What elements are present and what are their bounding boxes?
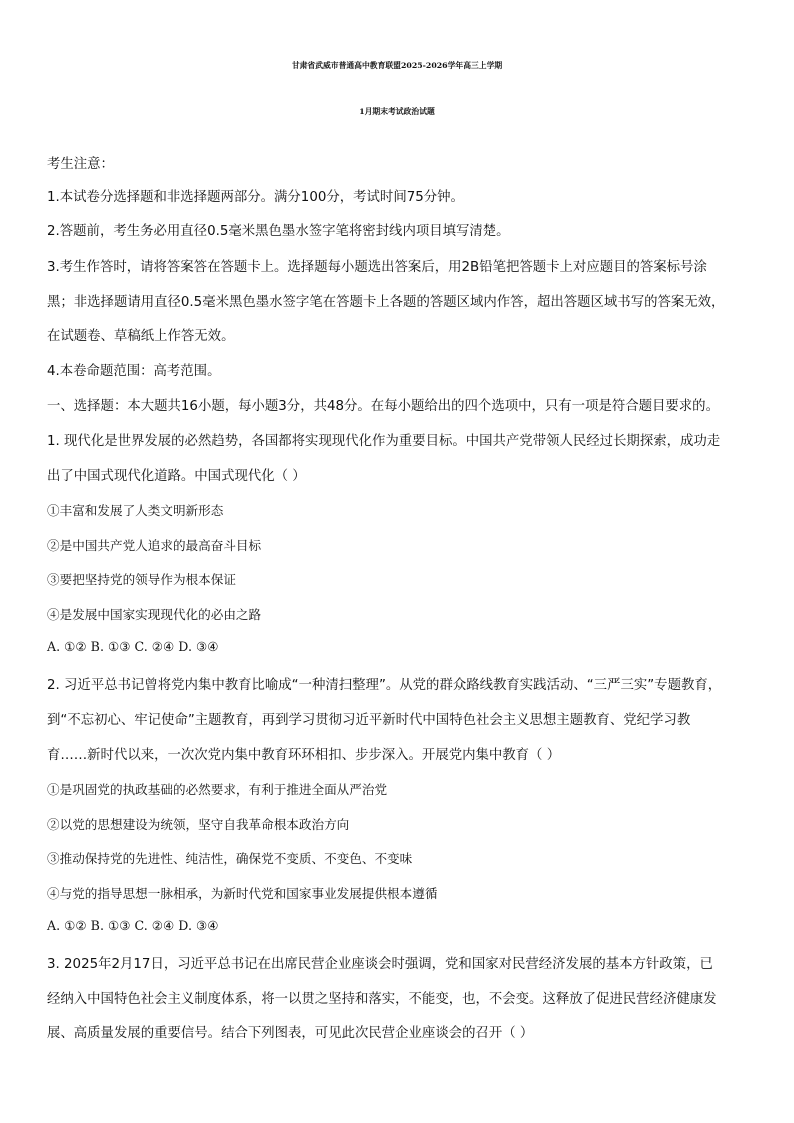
question-2-option-3: ③推动保持党的先进性、纯洁性，确保党不变质、不变色、不变味 [47, 851, 413, 866]
question-1-option-2: ②是中国共产党人追求的最高奋斗目标 [47, 538, 262, 553]
exam-title-line1: 甘肃省武威市普通高中教育联盟2025-2026学年高三上学期 [291, 61, 503, 70]
question-1-stem-line-2: 出了中国式现代化道路。中国式现代化（ ） [47, 469, 306, 484]
notice-item-3-line-3: 在试题卷、草稿纸上作答无效。 [47, 329, 235, 344]
question-2-option-2: ②以党的思想建设为统领，坚守自我革命根本政治方向 [47, 817, 350, 832]
notice-item-3-line-2: 黑；非选择题请用直径0.5毫米黑色墨水签字笔在答题卡上各题的答题区域内作答，超出答题区域书写的答案无效， [47, 295, 725, 310]
question-2-stem-line-3: 育……新时代以来，一次次党内集中教育环环相扣、步步深入。开展党内集中教育（ ） [47, 748, 561, 763]
question-1-answer-choices: A. ①② B. ①③ C. ②④ D. ③④ [47, 639, 219, 654]
question-3-stem-line-3: 展、高质量发展的重要信号。结合下列图表，可见此次民营企业座谈会的召开（ ） [47, 1026, 534, 1041]
question-2-option-1: ①是巩固党的执政基础的必然要求，有利于推进全面从严治党 [47, 782, 388, 797]
question-1-option-3: ③要把坚持党的领导作为根本保证 [47, 572, 236, 587]
question-2-stem-line-1: 2. 习近平总书记曾将党内集中教育比喻成“一种清扫整理”。从党的群众路线教育实践活动、“三严三实”专题教育， [47, 678, 722, 693]
section-1-heading: 一、选择题：本大题共16小题，每小题3分，共48分。在每小题给出的四个选项中，只有一项是符合题目要求的。 [47, 399, 719, 414]
question-2-answer-choices: A. ①② B. ①③ C. ②④ D. ③④ [47, 918, 219, 933]
question-3-stem-line-2: 经纳入中国特色社会主义制度体系，将一以贯之坚持和落实，不能变，也，不会变。这释放了促进民营经济健康发 [47, 992, 717, 1007]
notice-heading: 考生注意： [47, 157, 114, 172]
notice-item-1: 1.本试卷分选择题和非选择题两部分。满分100分，考试时间75分钟。 [47, 190, 464, 205]
question-1-stem-line-1: 1. 现代化是世界发展的必然趋势，各国都将实现现代化作为重要目标。中国共产党带领人民经过长期探索，成功走 [47, 434, 721, 449]
question-1-option-4: ④是发展中国家实现现代化的必由之路 [47, 607, 262, 622]
notice-item-4: 4.本卷命题范围：高考范围。 [47, 364, 221, 379]
notice-item-2: 2.答题前，考生务必用直径0.5毫米黑色墨水签字笔将密封线内项目填写清楚。 [47, 224, 510, 239]
notice-item-3-line-1: 3.考生作答时，请将答案答在答题卡上。选择题每小题选出答案后，用2B铅笔把答题卡上对应题目的答案标号涂 [47, 260, 707, 275]
question-3-stem-line-1: 3. 2025年2月17日，习近平总书记在出席民营企业座谈会时强调，党和国家对民营经济发展的基本方针政策，已 [47, 957, 713, 972]
exam-title-line2: 1月期末考试政治试题 [359, 107, 435, 116]
question-2-stem-line-2: 到“不忘初心、牢记使命”主题教育，再到学习贯彻习近平新时代中国特色社会主义思想主题教育、党纪学习教 [47, 713, 691, 728]
question-2-option-4: ④与党的指导思想一脉相承，为新时代党和国家事业发展提供根本遵循 [47, 886, 438, 901]
question-1-option-1: ①丰富和发展了人类文明新形态 [47, 503, 224, 518]
